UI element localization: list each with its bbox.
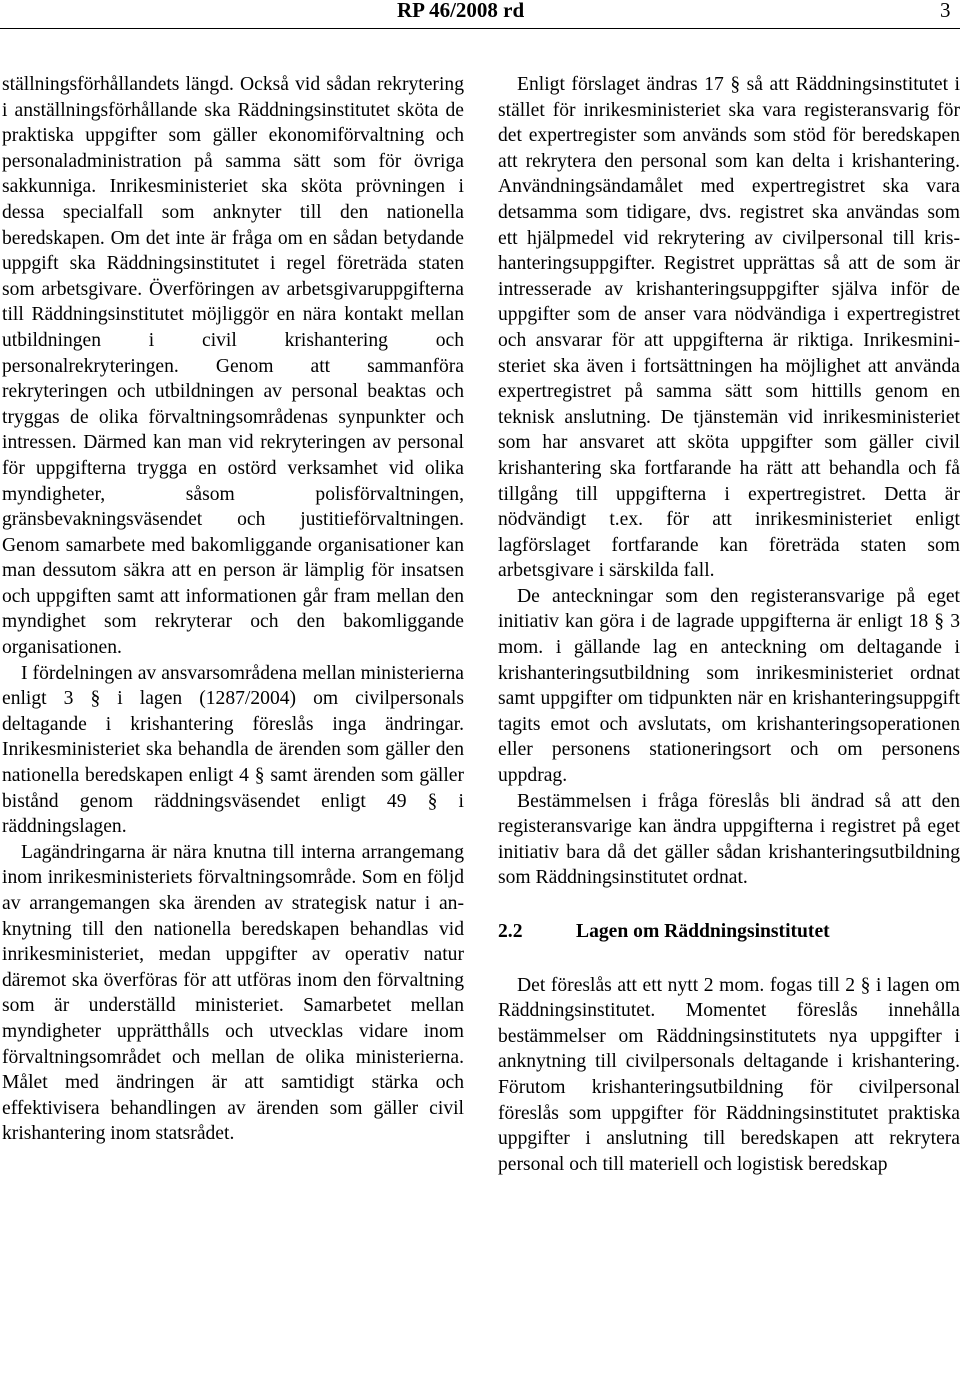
section-number: 2.2 <box>498 921 523 942</box>
section-heading <box>498 919 960 945</box>
header-rule <box>0 28 960 29</box>
page-header <box>0 0 960 30</box>
body-paragraph: ställningsförhållandets längd. Också vid sådan rekrytering i anställningsförhållande ska Räddningsinstitutet sköta de praktiska uppgifter som gäller ekonomiförvaltning och personaladministration på samma sätt som för övriga sakkunniga. Inrikesministeriet ska sköta prövningen i dessa specialfall som anknyter till den nationella beredskapen. Om det inte är fråga om en sådan betydande uppgift ska Räddningsinstitutet i regel företräda staten som arbetsgivare. Överföringen av arbetsgivaruppgifterna till Räddningsinstitutet möjliggör en nära kontakt mellan utbildningen i civil krishantering och personalrekryteringen. Genom att sammanföra rekryteringen och utbildningen av personal beaktas och tryggas de olika förvaltningsområdenas synpunkter och intressen. Därmed kan man vid rekryteringen av personal för uppgifterna trygga en ostörd verksamhet vid olika myndigheter, såsom polisförvaltningen, gränsbevakningsväsendet och justitieförvaltningen. Genom samarbete med bakomliggande organisationer kan man dessutom säkra att en person är lämplig för insatsen och uppgiften samt att informationen går fram mellan den myndighet som rekryterar och den bakomliggande organisationen. <box>2 74 464 659</box>
document-id: RP 46/2008 rd <box>397 0 525 22</box>
body-paragraph: De anteckningar som den registeransvarige på eget initiativ kan göra i de lagrade uppgifterna är enligt 18 § 3 mom. i gällande lag en anteckning om deltagande i krishanteringsutbildning som inrikesministeriet ordnat samt uppgifter om tidpunkten när en krishanteringsuppgift tagits emot och avslutats, om krishanteringsoperationen eller personens stationeringsort och om personens uppdrag. <box>498 585 960 787</box>
page-number: 3 <box>940 0 951 22</box>
body-paragraph: Det föreslås att ett nytt 2 mom. fogas till 2 § i lagen om Räddningsinstitutet. Momentet föreslås innehålla bestämmelser om Räddningsinstitutets nya uppgifter i anknytning till civilpersonals deltagande i krishantering. Förutom krishanteringsutbildning för civilpersonal föreslås som uppgifter för Räddningsinstitutet praktiska uppgifter i anslutning till beredskapen att rekrytera personal och till materiell och logistisk beredskap <box>498 974 960 1175</box>
body-paragraph: I fördelningen av ansvarsområdena mellan ministerierna enligt 3 § i lagen (1287/2004) om civilpersonals deltagande i krishantering föreslås inga ändringar. Inrikesministeriet ska behandla de ärenden som gäller den nationella beredskapen enligt 4 § samt ärenden som gäller bistånd genom räddningsväsendet enligt 49 § i räddningslagen. <box>2 662 464 838</box>
left-column <box>2 72 464 1147</box>
right-column <box>498 72 960 1177</box>
body-paragraph: Bestämmelsen i fråga föreslås bli ändrad så att den registeransvarige kan ändra uppgifterna i registret på eget initiativ bara då det gäller sådan krishanteringsutbildning som Räddningsinstitutet ordnat. <box>498 790 960 889</box>
body-paragraph: Lagändringarna är nära knutna till interna arrangemang inom inrikesministeriets förvaltningsområde. Som en följd av arrangemangen ska ärenden av strategisk natur i anknytning till den nationella beredskapen behandlas vid inrikesministeriet, medan uppgifter av operativ natur däremot ska överföras för att utföras inom den förvaltning som är underställd ministeriet. Samarbetet mellan myndigheter upprätthålls och utvecklas vidare inom förvaltningsområdet och mellan de olika ministerierna. Målet med ändringen är att samtidigt stärka och effektivisera behandlingen av ärenden som gäller civil krishantering inom statsrådet. <box>2 841 464 1145</box>
body-paragraph: Enligt förslaget ändras 17 § så att Räddningsinstitutet i stället för inrikesministeriet ska vara registeransvarig för det expertregister som används som stöd för beredskapen att rekrytera den personal som kan delta i krishantering. Användningsändamålet med expertregistret ska vara detsamma som tidigare, dvs. registret ska användas som ett hjälpmedel vid rekrytering av civilpersonal till krishanteringsuppgifter. Registret upprättas så att de som är intresserade av krishanteringsuppgifter själva inför de uppgifter som de anser vara nödvändiga i expertregistret och ansvarar för att uppgifterna är riktiga. Inrikesministeriet ska även i fortsättningen ha möjlighet att använda expertregistret på samma sätt som hittills genom en teknisk anslutning. De tjänstemän vid inrikesministeriet som har ansvaret att sköta uppgifter som gäller civil krishantering ska fortfarande ha rätt att behandla och få tillgång till uppgifterna i expertregistret. Detta är nödvändigt t.ex. för att inrikesministeriet enligt lagförslaget fortfarande kan företräda staten som arbetsgivare i särskilda fall. <box>498 74 960 582</box>
section-title: Lagen om Räddningsinstitutet <box>576 921 830 942</box>
